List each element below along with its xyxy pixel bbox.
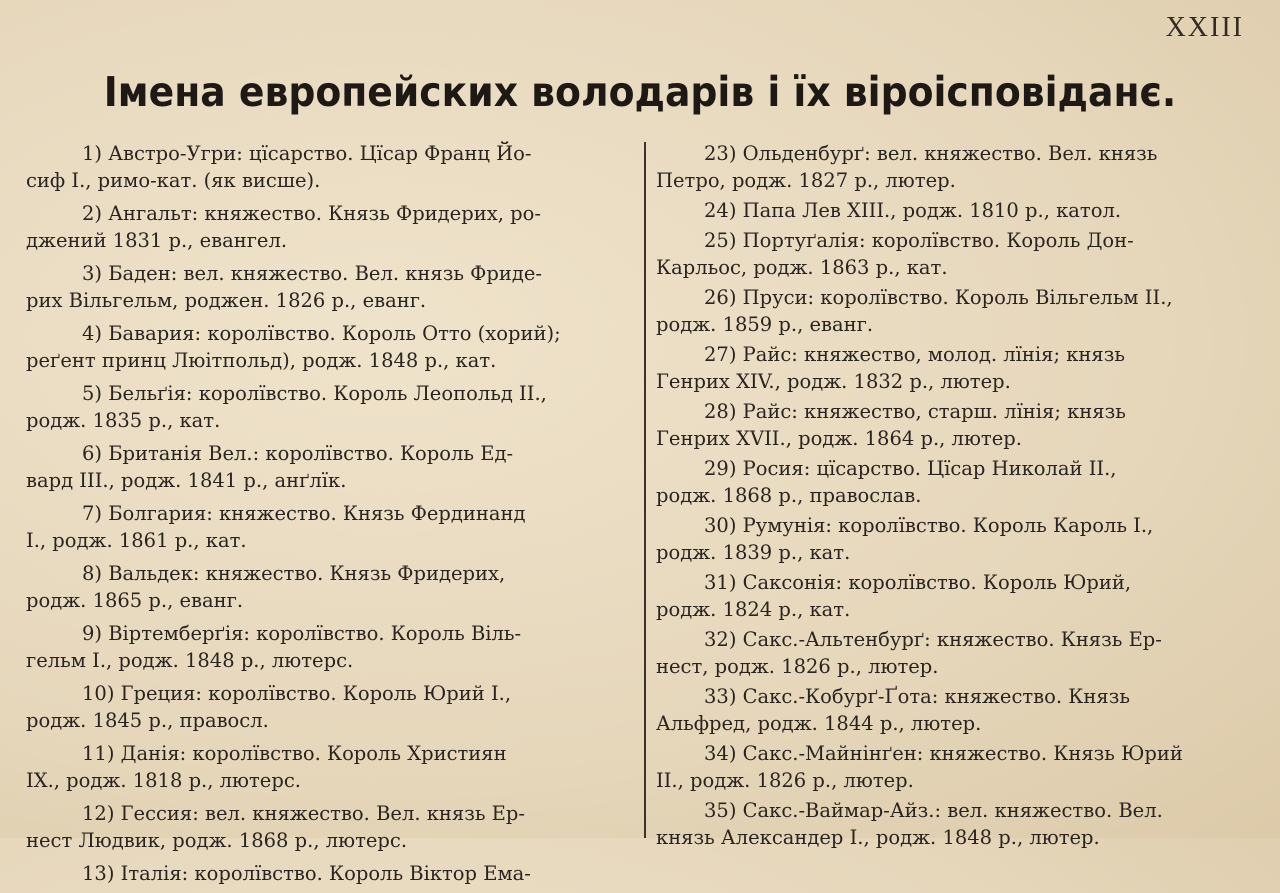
entry-line: 25) Портуґалія: королївство. Король Дон-: [704, 229, 1134, 252]
list-item: [656, 284, 1244, 338]
list-item: [656, 455, 1244, 509]
list-item: [656, 797, 1244, 851]
entry-line: 10) Греция: королївство. Король Юрий І.,: [82, 682, 512, 705]
entry-line: 35) Сакс.-Ваймар-Айз.: вел. княжество. Вел.: [704, 799, 1163, 822]
entry-line: 8) Вальдек: княжество. Князь Фридерих,: [82, 562, 506, 585]
list-item: [26, 140, 638, 194]
entry-line: Генрих XVII., родж. 1864 р., лютер.: [656, 427, 1022, 450]
list-item: [656, 626, 1244, 680]
list-item: [26, 620, 638, 674]
entry-line: родж. 1845 р., правосл.: [26, 709, 269, 732]
entry-line: 24) Папа Лев XIII., родж. 1810 р., катол.: [704, 199, 1122, 222]
list-item: [26, 500, 638, 554]
list-item: [26, 440, 638, 494]
list-item: [656, 569, 1244, 623]
entry-line: родж. 1839 р., кат.: [656, 541, 851, 564]
entry-line: 5) Бельґія: королївство. Король Леопольд II.,: [82, 382, 547, 405]
list-item: [26, 200, 638, 254]
entry-line: рих Вільгельм, роджен. 1826 р., еванг.: [26, 289, 427, 312]
list-item: [26, 320, 638, 374]
entry-line: князь Александер І., родж. 1848 р., лютер.: [656, 826, 1100, 849]
entry-line: 3) Баден: вел. княжество. Вел. князь Фриде-: [82, 262, 542, 285]
list-item: [26, 560, 638, 614]
entry-line: 7) Болгария: княжество. Князь Фердинанд: [82, 502, 526, 525]
entry-line: 13) Італія: королївство. Король Віктор Ема-: [82, 862, 531, 885]
entry-line: джений 1831 р., евангел.: [26, 229, 288, 252]
list-item: [656, 683, 1244, 737]
list-item: [656, 140, 1244, 194]
list-item: [656, 341, 1244, 395]
entry-line: 31) Саксонія: королївство. Король Юрий,: [704, 571, 1132, 594]
entry-line: 27) Райс: княжество, молод. лїнія; князь: [704, 343, 1125, 366]
left-column: [26, 140, 638, 893]
right-column: [656, 140, 1244, 854]
list-item: [26, 740, 638, 794]
page-title: Імена европейских володарів і їх віроісповіданє.: [103, 68, 1177, 116]
list-item: [26, 800, 638, 854]
entry-line: 23) Ольденбурґ: вел. княжество. Вел. князь: [704, 142, 1158, 165]
entry-line: 2) Ангальт: княжество. Князь Фридерих, ро-: [82, 202, 541, 225]
column-divider: [644, 142, 646, 838]
entry-line: 29) Росия: цїсарство. Цїсар Николай II.,: [704, 457, 1117, 480]
entry-line: 11) Данія: королївство. Король Християн: [82, 742, 507, 765]
list-item: [656, 512, 1244, 566]
entry-line: родж. 1859 р., еванг.: [656, 313, 874, 336]
entry-line: родж. 1868 р., православ.: [656, 484, 922, 507]
entry-line: Карльос, родж. 1863 р., кат.: [656, 256, 948, 279]
list-item: [656, 197, 1244, 224]
list-item: [26, 380, 638, 434]
list-item: [26, 680, 638, 734]
entry-line: 32) Сакс.-Альтенбурґ: княжество. Князь Ер-: [704, 628, 1162, 651]
page-number: XXIII: [1165, 12, 1244, 43]
entry-line: 33) Сакс.-Кобурґ-Ґота: княжество. Князь: [704, 685, 1130, 708]
entry-line: 9) Віртемберґія: королївство. Король Віль-: [82, 622, 522, 645]
entry-line: Альфред, родж. 1844 р., лютер.: [656, 712, 982, 735]
entry-line: Петро, родж. 1827 р., лютер.: [656, 169, 956, 192]
list-item: [656, 227, 1244, 281]
entry-line: 28) Райс: княжество, старш. лїнія; князь: [704, 400, 1126, 423]
entry-line: 12) Гессия: вел. княжество. Вел. князь Ер-: [82, 802, 525, 825]
entry-line: 6) Британія Вел.: королївство. Король Ед-: [82, 442, 514, 465]
entry-line: Генрих XIV., родж. 1832 р., лютер.: [656, 370, 1011, 393]
entry-line: II., родж. 1826 р., лютер.: [656, 769, 914, 792]
entry-line: 1) Австро-Угри: цїсарство. Цїсар Франц Йо-: [82, 142, 532, 165]
list-item: [656, 398, 1244, 452]
entry-line: 34) Сакс.-Майнінґен: княжество. Князь Юрий: [704, 742, 1183, 765]
entry-line: родж. 1835 р., кат.: [26, 409, 221, 432]
list-item: [26, 860, 638, 887]
entry-line: родж. 1824 р., кат.: [656, 598, 851, 621]
entry-line: родж. 1865 р., еванг.: [26, 589, 244, 612]
entry-line: 26) Пруси: королївство. Король Вільгельм II.,: [704, 286, 1173, 309]
entry-line: гельм І., родж. 1848 р., лютерс.: [26, 649, 354, 672]
entry-line: нест Людвик, родж. 1868 р., лютерс.: [26, 829, 408, 852]
entry-line: нест, родж. 1826 р., лютер.: [656, 655, 939, 678]
entry-line: 30) Румунія: королївство. Король Кароль І.,: [704, 514, 1154, 537]
list-item: [656, 740, 1244, 794]
entry-line: сиф І., римо-кат. (як висше).: [26, 169, 321, 192]
entry-line: реґент принц Люітпольд), родж. 1848 р., кат.: [26, 349, 497, 372]
entry-line: IX., родж. 1818 р., лютерс.: [26, 769, 301, 792]
entry-line: І., родж. 1861 р., кат.: [26, 529, 247, 552]
list-item: [26, 260, 638, 314]
entry-line: 4) Бавария: королївство. Король Отто (хорий);: [82, 322, 561, 345]
entry-line: вард III., родж. 1841 р., анґлїк.: [26, 469, 347, 492]
